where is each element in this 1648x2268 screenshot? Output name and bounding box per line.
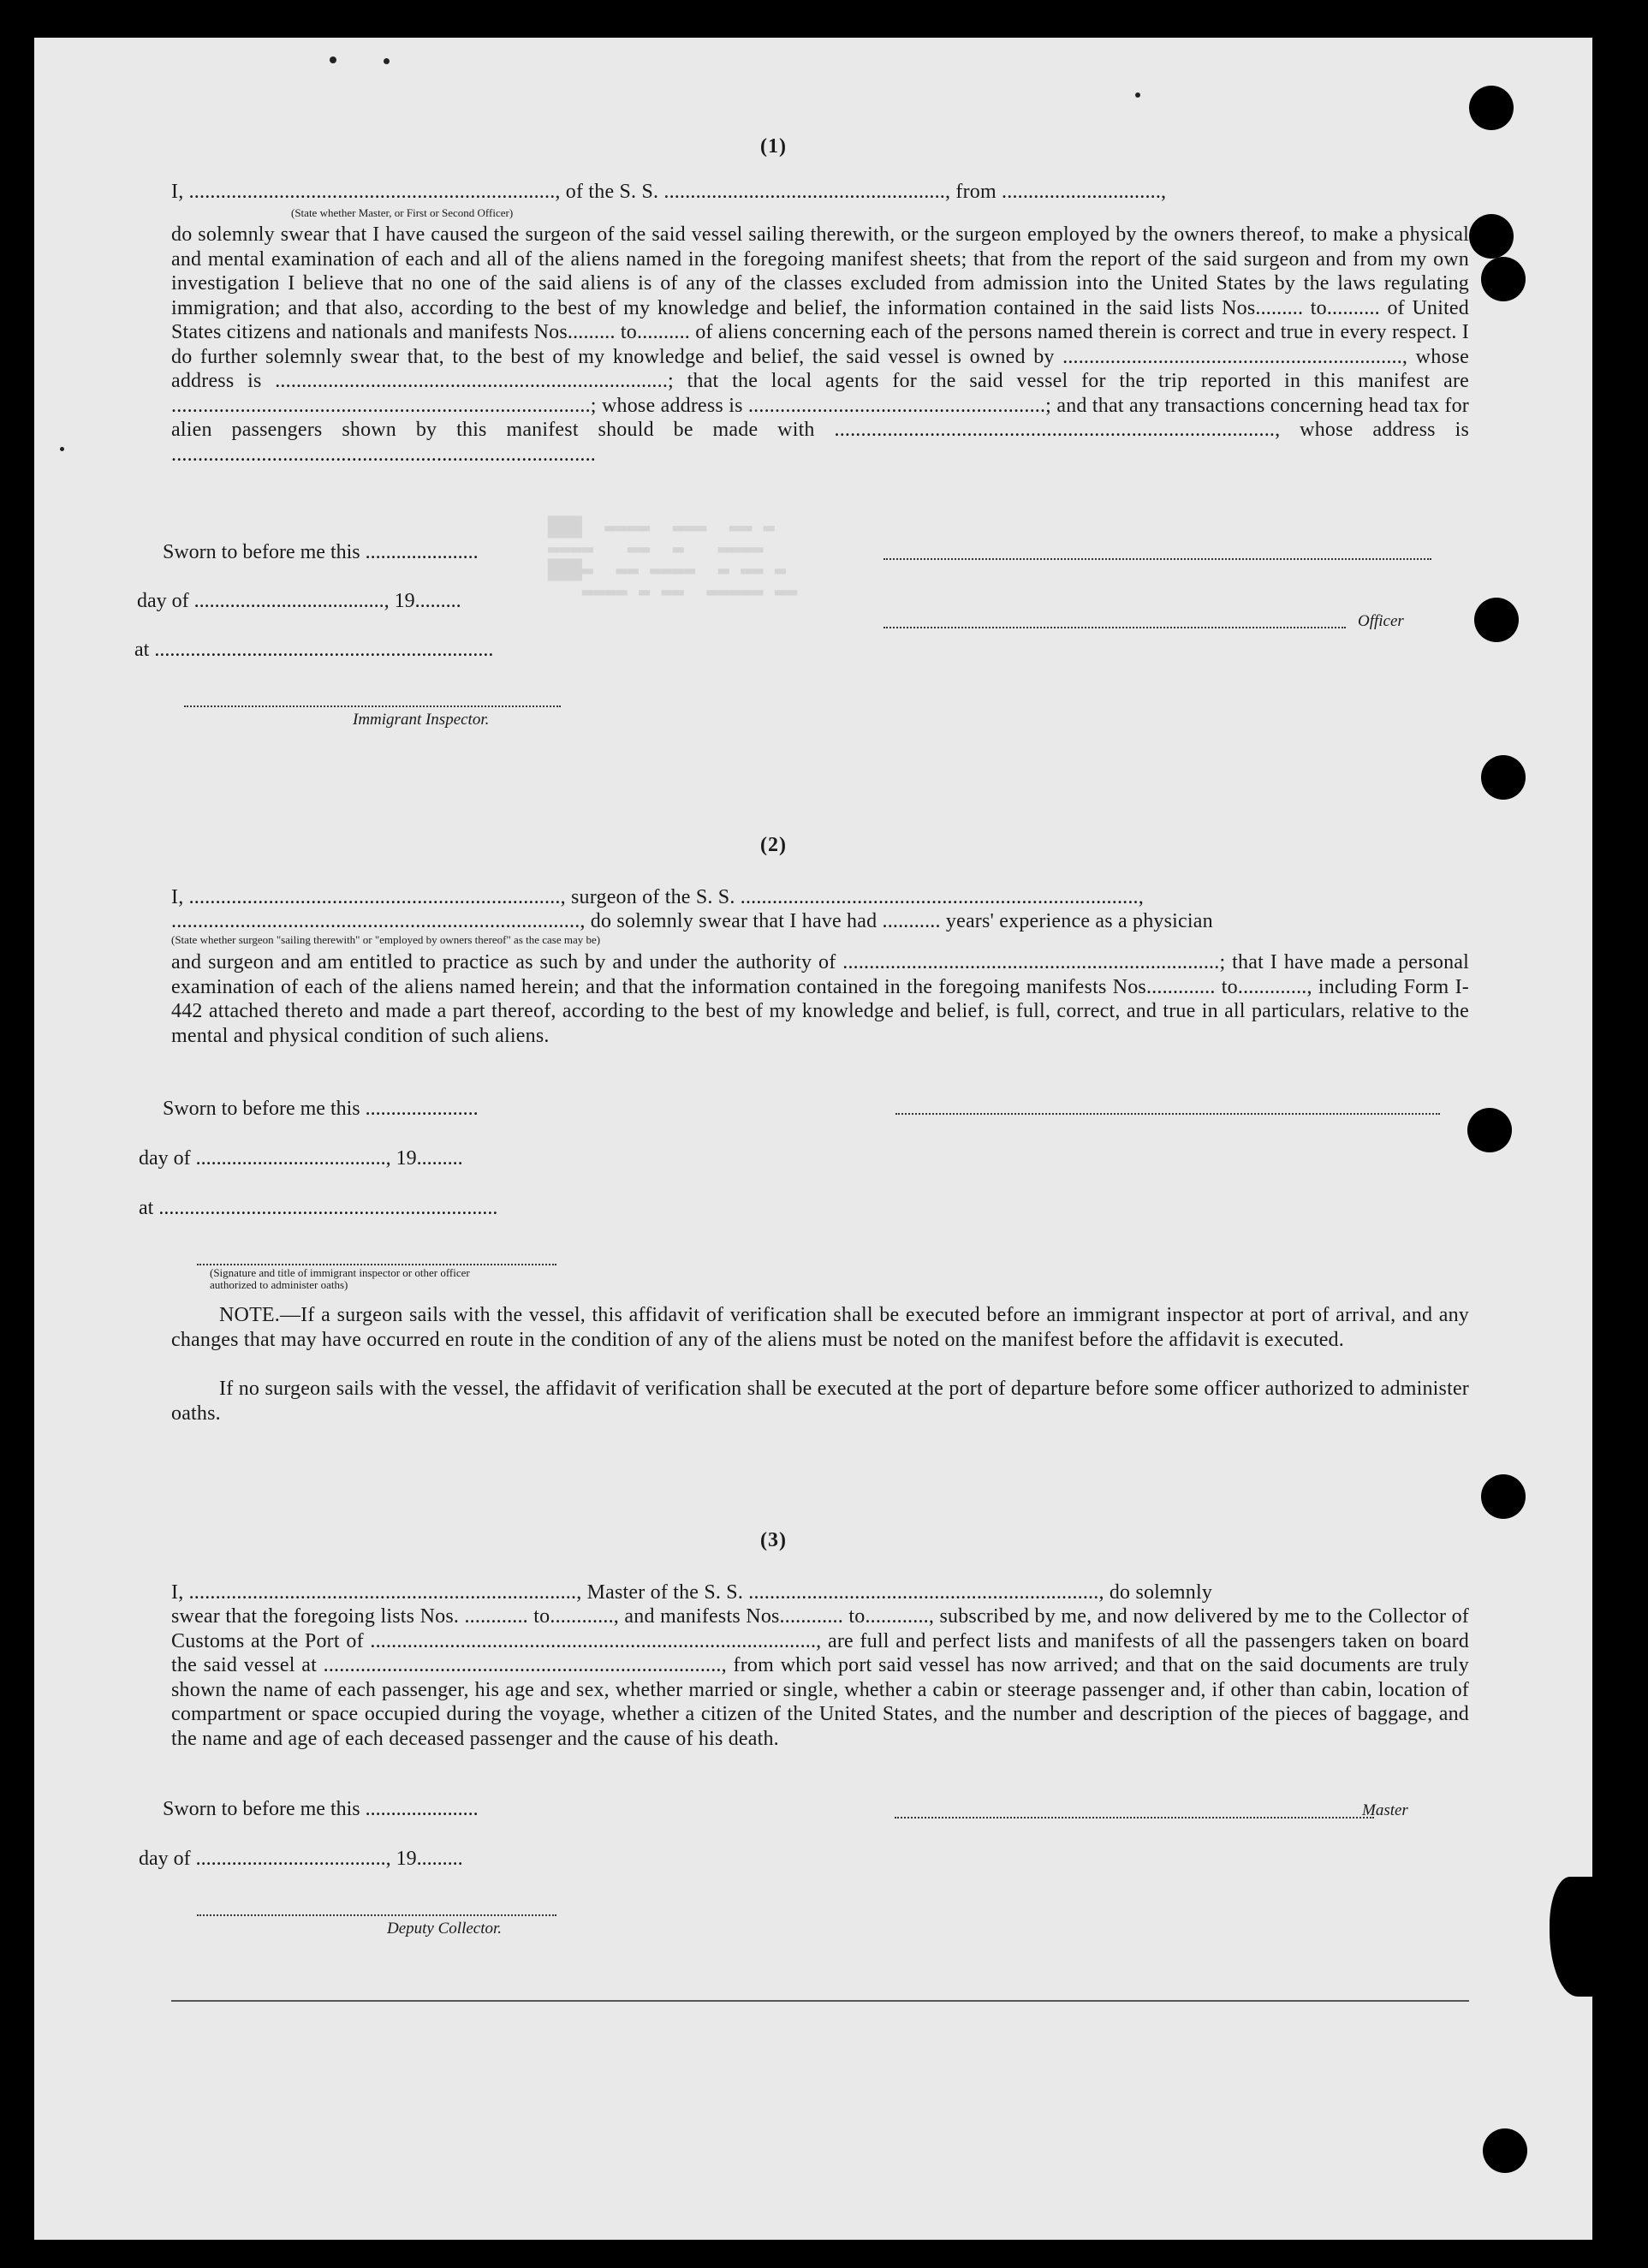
section-3-master-signature-line xyxy=(895,1817,1374,1819)
section-2-caption: (State whether surgeon "sailing therewith" or "employed by owners thereof" as the case may be) xyxy=(171,933,601,946)
section-2-line1: I, ......................................................................, surgeon of the S. S. ..........................................................................., xyxy=(171,886,1144,908)
section-1-inspector-label: Immigrant Inspector. xyxy=(353,711,490,729)
section-2-at: at .................................................................. xyxy=(139,1197,498,1219)
document-page xyxy=(34,38,1592,2240)
punch-hole xyxy=(1467,1108,1512,1152)
section-3-sworn: Sworn to before me this ...................... xyxy=(163,1798,479,1820)
section-3-master-label: Master xyxy=(1362,1801,1408,1819)
note-text-2: If no surgeon sails with the vessel, the affidavit of verification shall be executed at the port of departure before some officer authorized to administer oaths. xyxy=(171,1378,1469,1425)
section-2-note xyxy=(171,1303,1469,1352)
ink-speck xyxy=(60,447,64,451)
section-2-heading: (2) xyxy=(760,834,787,856)
punch-hole xyxy=(1481,755,1526,800)
section-2-day: day of ....................................., 19......... xyxy=(139,1147,463,1170)
section-2-sworn: Sworn to before me this ...................... xyxy=(163,1098,479,1120)
section-1-officer-label: Officer xyxy=(1358,612,1404,630)
section-1-officer-signature-line xyxy=(883,627,1346,628)
section-3-collector-signature-line xyxy=(197,1914,556,1916)
section-1-heading: (1) xyxy=(760,135,787,158)
section-1-inspector-signature-line xyxy=(184,705,561,707)
section-2-signature-line xyxy=(197,1264,556,1265)
note-label: NOTE. xyxy=(219,1304,280,1326)
torn-edge xyxy=(1550,1877,1601,1997)
punch-hole xyxy=(1469,214,1514,259)
section-2-body: and surgeon and am entitled to practice as such by and under the authority of .......................................................................; that I have made a personal examination of each of the aliens named herein; and that the information contained in the foregoing manifests Nos............. to............., including Form I-442 attached thereto and made a part thereof, according to the best of my knowledge and belief, is full, correct, and true in all particulars, relative to the mental and physical condition of such aliens. xyxy=(171,951,1469,1047)
section-3-heading: (3) xyxy=(760,1529,787,1551)
punch-hole xyxy=(1474,598,1519,642)
section-1-body: do solemnly swear that I have caused the surgeon of the said vessel sailing therewith, or the surgeon employed by the owners thereof, to make a physical and mental examination of each and all of the aliens named in the foregoing manifest sheets; that from the report of the said surgeon and from my own investigation I believe that no one of the said aliens is of any of the classes excluded from admission into the United States by the laws regulating immigration; and that also, according to the best of my knowledge and belief, the information contained in the said lists Nos......... to.......... of United States citizens and nationals and manifests Nos......... to.......... of aliens concerning each of the persons named therein is correct and true in every respect. I do further solemnly swear that, to the best of my knowledge and belief, the said vessel is owned by ................................................................, whose address is ..........................................................................; that the local agents for the said vessel for the trip reported in this manifest are ...............................................................................; whose address is ........................................................; and that any transactions concerning head tax for alien passengers shown by this manifest should be made with ..................................................................................., whose address is ................................................................................ xyxy=(171,223,1469,466)
section-2-right-signature-line xyxy=(895,1113,1440,1115)
section-1-caption: (State whether Master, or First or Second Officer) xyxy=(291,206,514,219)
section-3-line1: I, ........................................................................., Master of the S. S. .................................................................., do solemnly xyxy=(171,1581,1213,1604)
note-text-1: —If a surgeon sails with the vessel, this affidavit of verification shall be executed before an immigrant inspector at port of arrival, and any changes that may have occurred en route in the condition of any of the aliens must be noted on the manifest before the affidavit is executed. xyxy=(171,1304,1469,1351)
ink-speck xyxy=(1135,92,1140,98)
section-1-officer-signature-line-top xyxy=(883,558,1431,560)
bottom-rule xyxy=(171,2000,1469,2002)
section-3-day: day of ....................................., 19......... xyxy=(139,1848,463,1870)
bleed-through-texture: ███ ▬▬▬▬ ▬▬▬ ▬▬ ▬ ▬▬▬▬ ▬▬ ▬ ▬▬▬▬ ███▬ ▬▬ ▬▬▬▬ ▬ ▬▬ ▬ ▬▬▬▬ ▬ ▬▬ ▬▬▬▬▬ ▬▬ xyxy=(548,517,798,603)
section-1-line1: I, ....................................................................., of the S. S. ....................................................., from .............................., xyxy=(171,181,1167,203)
ink-speck xyxy=(384,58,390,64)
section-2-sig-caption: (Signature and title of immigrant inspector or other officer authorized to administer oaths) xyxy=(210,1266,470,1291)
section-1-at: at .................................................................. xyxy=(134,639,494,661)
section-3-body: swear that the foregoing lists Nos. ............ to............, and manifests Nos............ to............, subscribed by me, and now delivered by me to the Collector of Customs at the Port of ...................................................................................., are full and perfect lists and manifests of all the passengers taken on board the said vessel at ..........................................................................., from which port said vessel has now arrived; and that on the said documents are truly shown the name of each passenger, his age and sex, whether married or single, whether a cabin or steerage passenger and, if other than cabin, location of compartment or space occupied during the voyage, whether a citizen of the United States, and the number and description of the pieces of baggage, and the name and age of each deceased passenger and the cause of his death. xyxy=(171,1605,1469,1750)
punch-hole xyxy=(1481,1474,1526,1519)
punch-hole xyxy=(1481,257,1526,301)
section-2-line2: ............................................................................., do solemnly swear that I have had ........... years' experience as a physician xyxy=(171,910,1213,932)
section-2-note-2 xyxy=(171,1377,1469,1426)
section-1-sworn: Sworn to before me this ...................... xyxy=(163,541,479,563)
punch-hole xyxy=(1469,86,1514,130)
section-3-collector-label: Deputy Collector. xyxy=(387,1920,503,1938)
punch-hole xyxy=(1483,2128,1527,2173)
ink-speck xyxy=(330,57,336,63)
section-1-day: day of ....................................., 19......... xyxy=(137,590,461,612)
